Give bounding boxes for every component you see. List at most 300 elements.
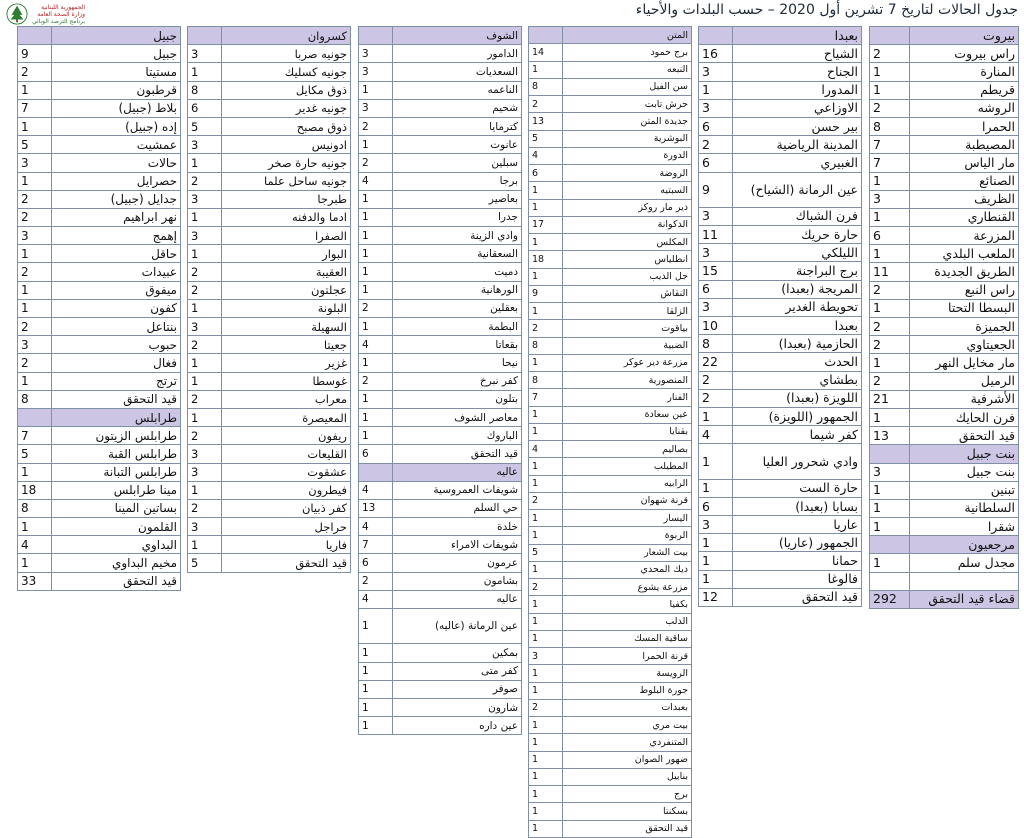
locality-name: بيت الشعار — [563, 544, 692, 561]
table-row — [18, 499, 181, 517]
locality-name: جبيل — [52, 45, 181, 63]
locality-name: الباروك — [393, 427, 522, 445]
locality-name: وادي الزينة — [393, 227, 522, 245]
case-count: 1 — [529, 717, 563, 734]
locality-name: تبنين — [910, 481, 1019, 499]
case-count: 2 — [18, 354, 52, 372]
locality-name: قيد التحقق — [52, 390, 181, 408]
case-count: 6 — [870, 227, 910, 245]
case-count: 2 — [870, 99, 910, 117]
locality-name: جونيه كسليك — [222, 63, 351, 81]
case-count: 1 — [359, 81, 393, 99]
locality-name: الدلب — [563, 613, 692, 630]
locality-name: ذوق مصبح — [222, 117, 351, 135]
case-count: 1 — [529, 458, 563, 475]
table-row — [529, 717, 692, 734]
locality-name: فرن الشباك — [733, 207, 862, 225]
locality-name: مزرعة يشوع — [563, 579, 692, 596]
case-count: 1 — [870, 481, 910, 499]
locality-name: طبرجا — [222, 190, 351, 208]
locality-name: القليعات — [222, 445, 351, 463]
table-row — [699, 172, 862, 207]
case-count: 1 — [188, 63, 222, 81]
case-count: 3 — [188, 136, 222, 154]
case-count: 1 — [359, 190, 393, 208]
section-header-metn — [529, 27, 692, 44]
locality-name: الدكوانة — [563, 216, 692, 233]
case-count: 8 — [188, 81, 222, 99]
locality-name: بنت جبيل — [910, 463, 1019, 481]
table-row — [359, 172, 522, 190]
table-row — [359, 190, 522, 208]
locality-name: المصيطبة — [910, 136, 1019, 154]
locality-name: القنطاري — [910, 208, 1019, 226]
locality-name: الرابيه — [563, 475, 692, 492]
case-count: 8 — [529, 78, 563, 95]
case-count: 18 — [18, 481, 52, 499]
table-row — [699, 207, 862, 225]
section-header-blank — [359, 463, 393, 481]
table-row — [699, 280, 862, 298]
table-row — [359, 554, 522, 572]
table-row — [188, 336, 351, 354]
section-name: الشوف — [393, 27, 522, 45]
case-count: 1 — [529, 734, 563, 751]
locality-name: الزلقا — [563, 303, 692, 320]
section-header-blank — [529, 27, 563, 44]
case-count: 3 — [188, 227, 222, 245]
locality-name: البداوي — [52, 536, 181, 554]
table-row — [18, 463, 181, 481]
locality-name: الأشرفية — [910, 390, 1019, 408]
table-row — [18, 427, 181, 445]
table-row — [359, 117, 522, 135]
locality-name: تحويطة الغدير — [733, 298, 862, 316]
locality-name: طرابلس الزيتون — [52, 427, 181, 445]
section-header-beirut — [870, 536, 1019, 554]
case-count: 1 — [188, 245, 222, 263]
table-row — [529, 734, 692, 751]
case-count: 3 — [188, 445, 222, 463]
locality-name: حصرايل — [52, 172, 181, 190]
table-row — [359, 45, 522, 63]
case-count: 33 — [18, 572, 52, 590]
case-count: 3 — [359, 63, 393, 81]
locality-name: حارة الست — [733, 479, 862, 497]
case-count: 1 — [188, 354, 222, 372]
locality-name: صوفر — [393, 680, 522, 698]
case-count: 2 — [870, 281, 910, 299]
case-count: 1 — [359, 245, 393, 263]
section-header-blank — [18, 27, 52, 45]
locality-name: السهيلة — [222, 318, 351, 336]
case-count: 8 — [529, 372, 563, 389]
locality-name: كفر ذبيان — [222, 499, 351, 517]
section-header-baabda — [699, 27, 862, 45]
locality-name: حاقل — [52, 245, 181, 263]
locality-name: الرويسة — [563, 665, 692, 682]
table-row — [359, 99, 522, 117]
section-header-chouf — [359, 27, 522, 45]
section-header-blank — [359, 27, 393, 45]
locality-name: عجلتون — [222, 281, 351, 299]
locality-name: قيد التحقق — [563, 820, 692, 837]
case-count: 1 — [188, 536, 222, 554]
table-row — [18, 45, 181, 63]
table-row — [870, 99, 1019, 117]
table-row — [529, 389, 692, 406]
table-row — [18, 481, 181, 499]
table-row — [529, 406, 692, 423]
case-count: 2 — [18, 318, 52, 336]
case-count: 1 — [188, 208, 222, 226]
locality-name: المعيصرة — [222, 408, 351, 426]
section-name: جبيل — [52, 27, 181, 45]
table-row — [699, 117, 862, 135]
section-header-jbeil — [18, 27, 181, 45]
table-row — [359, 336, 522, 354]
case-count: 1 — [529, 613, 563, 630]
table-row — [188, 99, 351, 117]
locality-name: عين الرمانة (عاليه) — [393, 609, 522, 644]
locality-name: سن الفيل — [563, 78, 692, 95]
table-row — [188, 172, 351, 190]
table-row — [188, 136, 351, 154]
table-row — [359, 518, 522, 536]
case-count: 9 — [529, 285, 563, 302]
table-row — [529, 768, 692, 785]
locality-name: عاليه — [393, 590, 522, 608]
table-row — [188, 117, 351, 135]
case-count: 1 — [18, 518, 52, 536]
case-count: 1 — [359, 390, 393, 408]
locality-name: برج حمود — [563, 44, 692, 61]
locality-name: ذوق مكايل — [222, 81, 351, 99]
locality-name: البطمة — [393, 318, 522, 336]
table-row — [529, 182, 692, 199]
table-row — [18, 172, 181, 190]
case-count: 1 — [870, 299, 910, 317]
case-count: 2 — [359, 154, 393, 172]
section-name: بنت جبيل — [910, 445, 1019, 463]
case-count: 1 — [359, 281, 393, 299]
locality-name: حراجل — [222, 518, 351, 536]
table-row — [529, 96, 692, 113]
case-count: 3 — [359, 99, 393, 117]
case-count: 1 — [870, 408, 910, 426]
case-count: 3 — [188, 318, 222, 336]
case-count: 1 — [18, 463, 52, 481]
case-count: 1 — [529, 510, 563, 527]
case-count: 4 — [359, 481, 393, 499]
locality-name: طرابلس القبة — [52, 445, 181, 463]
case-count: 2 — [188, 336, 222, 354]
case-count: 3 — [359, 45, 393, 63]
section-header-kesrwan — [188, 27, 351, 45]
case-count: 1 — [870, 354, 910, 372]
locality-name: بعبدات — [563, 699, 692, 716]
table-row — [870, 227, 1019, 245]
table-row — [18, 190, 181, 208]
locality-name: ترتج — [52, 372, 181, 390]
section-header-blank — [870, 445, 910, 463]
table-row — [529, 820, 692, 837]
case-count: 7 — [359, 536, 393, 554]
table-row — [188, 45, 351, 63]
locality-name: كفر متى — [393, 662, 522, 680]
table-row — [18, 99, 181, 117]
locality-name — [910, 572, 1019, 590]
table-row — [18, 554, 181, 572]
case-count: 2 — [359, 372, 393, 390]
case-count: 1 — [529, 199, 563, 216]
locality-name: الجميزة — [910, 318, 1019, 336]
locality-name: خلدة — [393, 518, 522, 536]
case-count: 7 — [18, 427, 52, 445]
table-row — [18, 299, 181, 317]
locality-name: المدينة الرياضية — [733, 136, 862, 154]
locality-name: راس بيروت — [910, 45, 1019, 63]
section-name: مرجعيون — [910, 536, 1019, 554]
locality-name: مينا طرابلس — [52, 481, 181, 499]
case-count: 1 — [188, 299, 222, 317]
section-header-chouf — [359, 463, 522, 481]
table-row — [18, 390, 181, 408]
locality-name: بياقوت — [563, 320, 692, 337]
case-count: 16 — [699, 45, 733, 63]
table-row — [529, 561, 692, 578]
case-count: 2 — [529, 96, 563, 113]
locality-name: بكفيا — [563, 596, 692, 613]
case-count: 1 — [188, 154, 222, 172]
case-count: 1 — [529, 665, 563, 682]
case-count: 11 — [699, 226, 733, 244]
table-row — [699, 81, 862, 99]
table-row — [699, 371, 862, 389]
table-row — [359, 208, 522, 226]
table-row — [870, 336, 1019, 354]
table-row — [359, 445, 522, 463]
case-count: 4 — [359, 518, 393, 536]
case-count: 2 — [870, 318, 910, 336]
locality-name: برجا — [393, 172, 522, 190]
locality-name: عبيدات — [52, 263, 181, 281]
table-row — [188, 81, 351, 99]
table-row — [18, 245, 181, 263]
case-count: 1 — [699, 552, 733, 570]
case-count: 3 — [699, 516, 733, 534]
case-count: 1 — [529, 182, 563, 199]
table-row — [529, 199, 692, 216]
locality-name: سبلين — [393, 154, 522, 172]
case-count: 3 — [188, 45, 222, 63]
locality-name: السلطانية — [910, 499, 1019, 517]
table-row — [870, 154, 1019, 172]
case-count: 1 — [359, 354, 393, 372]
table-metn — [528, 26, 692, 838]
case-count: 1 — [529, 682, 563, 699]
table-row — [699, 353, 862, 371]
total-row — [870, 590, 1019, 608]
locality-name: الجمهور (اللويزة) — [733, 407, 862, 425]
table-row — [529, 165, 692, 182]
case-count: 1 — [529, 527, 563, 544]
case-count: 1 — [529, 596, 563, 613]
locality-name: جدرا — [393, 208, 522, 226]
table-row — [529, 216, 692, 233]
locality-name: الملعب البلدي — [910, 245, 1019, 263]
locality-name: الحمرا — [910, 117, 1019, 135]
table-row — [529, 682, 692, 699]
locality-name: الظريف — [910, 190, 1019, 208]
table-row — [699, 99, 862, 117]
table-row — [188, 554, 351, 572]
case-count: 1 — [870, 208, 910, 226]
table-row — [359, 680, 522, 698]
locality-name: بعاصير — [393, 190, 522, 208]
table-row — [699, 552, 862, 570]
table-row — [870, 318, 1019, 336]
case-count: 1 — [870, 554, 910, 572]
locality-name: عمشيت — [52, 136, 181, 154]
locality-name: بسابا (بعبدا) — [733, 497, 862, 515]
case-count: 1 — [18, 372, 52, 390]
table-row — [870, 263, 1019, 281]
locality-name: الروشه — [910, 99, 1019, 117]
case-count: 7 — [870, 154, 910, 172]
table-row — [188, 63, 351, 81]
locality-name: البوار — [222, 245, 351, 263]
locality-name: بعقلين — [393, 299, 522, 317]
total-label: قضاء قيد التحقق — [910, 590, 1019, 608]
table-row — [359, 318, 522, 336]
case-count: 1 — [870, 81, 910, 99]
table-row — [188, 281, 351, 299]
case-count: 1 — [359, 263, 393, 281]
case-count: 3 — [18, 336, 52, 354]
locality-name: الدورة — [563, 147, 692, 164]
table-row — [529, 475, 692, 492]
table-row — [699, 570, 862, 588]
locality-name: بشامون — [393, 572, 522, 590]
table-row — [529, 751, 692, 768]
locality-name: دميت — [393, 263, 522, 281]
case-count: 1 — [529, 803, 563, 820]
table-row — [529, 458, 692, 475]
case-count: 4 — [529, 147, 563, 164]
table-row — [18, 208, 181, 226]
section-header-blank — [699, 27, 733, 45]
case-count: 1 — [870, 172, 910, 190]
locality-name: قرنة الحمرا — [563, 648, 692, 665]
case-count: 2 — [188, 172, 222, 190]
locality-name: عين داره — [393, 717, 522, 735]
table-row — [529, 665, 692, 682]
locality-name: الغبيري — [733, 154, 862, 172]
table-row — [188, 354, 351, 372]
table-row — [699, 407, 862, 425]
locality-name: فالوغا — [733, 570, 862, 588]
locality-name: السبتيه — [563, 182, 692, 199]
table-row — [18, 136, 181, 154]
case-count: 5 — [529, 544, 563, 561]
locality-name: القلمون — [52, 518, 181, 536]
case-count: 2 — [699, 371, 733, 389]
case-count: 13 — [870, 427, 910, 445]
table-row — [870, 63, 1019, 81]
case-count: 1 — [359, 609, 393, 644]
locality-name: النبعه — [563, 61, 692, 78]
locality-name: قيد التحقق — [733, 588, 862, 606]
case-count: 2 — [188, 263, 222, 281]
locality-name: مار الياس — [910, 154, 1019, 172]
locality-name: برج البراجنة — [733, 262, 862, 280]
table-row — [188, 299, 351, 317]
table-row — [870, 499, 1019, 517]
table-row — [359, 662, 522, 680]
table-row — [359, 227, 522, 245]
locality-name: قيد التحقق — [222, 554, 351, 572]
case-count: 5 — [188, 117, 222, 135]
table-row — [699, 389, 862, 407]
page-title: جدول الحالات لتاريخ 7 تشرين أول 2020 – حسب البلدات والأحياء — [635, 2, 1018, 18]
case-count: 9 — [699, 172, 733, 207]
table-row — [18, 117, 181, 135]
case-count: 6 — [359, 554, 393, 572]
locality-name: ضهور الصوان — [563, 751, 692, 768]
table-row — [529, 337, 692, 354]
table-row — [699, 588, 862, 606]
table-row — [188, 463, 351, 481]
table-row — [529, 130, 692, 147]
case-count: 13 — [529, 113, 563, 130]
locality-name: جونيه ساحل علما — [222, 172, 351, 190]
table-row — [870, 427, 1019, 445]
table-row — [870, 136, 1019, 154]
case-count: 1 — [699, 534, 733, 552]
case-count: 2 — [188, 427, 222, 445]
ministry-logo — [6, 2, 88, 26]
locality-name: فيطرون — [222, 481, 351, 499]
locality-name: فرن الحايك — [910, 408, 1019, 426]
table-row — [529, 78, 692, 95]
logo-line-3: برنامج الترصد الوبائي — [32, 17, 86, 25]
table-row — [699, 298, 862, 316]
table-row — [359, 644, 522, 662]
locality-name: ساقية المسك — [563, 630, 692, 647]
locality-name: ميفوق — [52, 281, 181, 299]
case-count: 1 — [870, 499, 910, 517]
case-count: 4 — [359, 590, 393, 608]
case-count: 1 — [18, 245, 52, 263]
section-name: عاليه — [393, 463, 522, 481]
table-row — [870, 45, 1019, 63]
case-count: 8 — [529, 337, 563, 354]
table-row — [529, 596, 692, 613]
case-count: 17 — [529, 216, 563, 233]
locality-name: غوسطا — [222, 372, 351, 390]
table-row — [699, 497, 862, 515]
table-row — [529, 285, 692, 302]
table-row — [188, 208, 351, 226]
locality-name: المنصورية — [563, 372, 692, 389]
locality-name: الروضة — [563, 165, 692, 182]
table-row — [870, 554, 1019, 572]
table-row — [18, 263, 181, 281]
locality-name: المزرعة — [910, 227, 1019, 245]
section-header-blank — [18, 408, 52, 426]
locality-name: عشقوت — [222, 463, 351, 481]
